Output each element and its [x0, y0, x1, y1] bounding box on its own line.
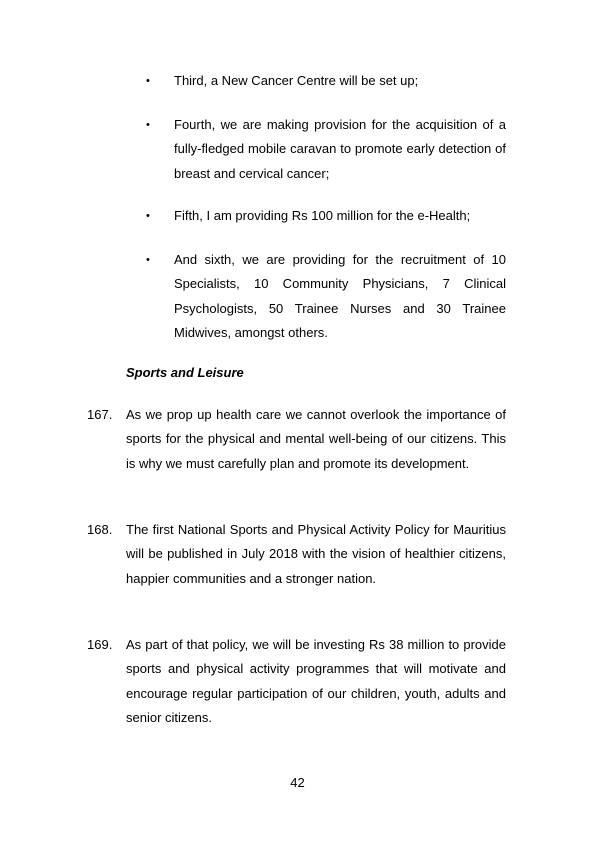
paragraph-text: As we prop up health care we cannot overlook the importance of sports for the physical and mental well-being of our citizens. This is why we must carefully plan and promote its development.: [126, 407, 506, 471]
bullet-text: Fourth, we are making provision for the acquisition of a fully-fledged mobile caravan to promote early detection of breast and cervical cancer;: [174, 117, 506, 181]
paragraph-167: [87, 403, 506, 476]
section-heading: Sports and Leisure: [126, 365, 244, 380]
paragraph-number: 167.: [87, 407, 113, 422]
page-number: 42: [290, 775, 305, 790]
bullet-item-cancer-centre: [146, 69, 506, 93]
bullet-item-recruitment: [146, 248, 506, 346]
paragraph-168: [87, 518, 506, 591]
bullet-item-mobile-caravan: [146, 113, 506, 186]
paragraph-number: 168.: [87, 522, 113, 537]
bullet-marker: •: [146, 75, 150, 87]
paragraph-169: [87, 633, 506, 731]
paragraph-text: The first National Sports and Physical Activity Policy for Mauritius will be published in July 2018 with the vision of healthier citizens, happier communities and a stronger nation.: [126, 522, 506, 586]
bullet-item-e-health: [146, 204, 506, 228]
bullet-marker: •: [146, 254, 150, 266]
bullet-marker: •: [146, 210, 150, 222]
bullet-text: Third, a New Cancer Centre will be set up;: [174, 73, 419, 88]
bullet-marker: •: [146, 119, 150, 131]
paragraph-text: As part of that policy, we will be investing Rs 38 million to provide sports and physical activity programmes that will motivate and encourage regular participation of our children, youth, adults and senior citizens.: [126, 637, 506, 726]
bullet-text: And sixth, we are providing for the recruitment of 10 Specialists, 10 Community Physicians, 7 Clinical Psychologists, 50 Trainee Nurses and 30 Trainee Midwives, amongst others.: [174, 252, 506, 341]
bullet-text: Fifth, I am providing Rs 100 million for the e-Health;: [174, 208, 471, 223]
paragraph-number: 169.: [87, 637, 113, 652]
